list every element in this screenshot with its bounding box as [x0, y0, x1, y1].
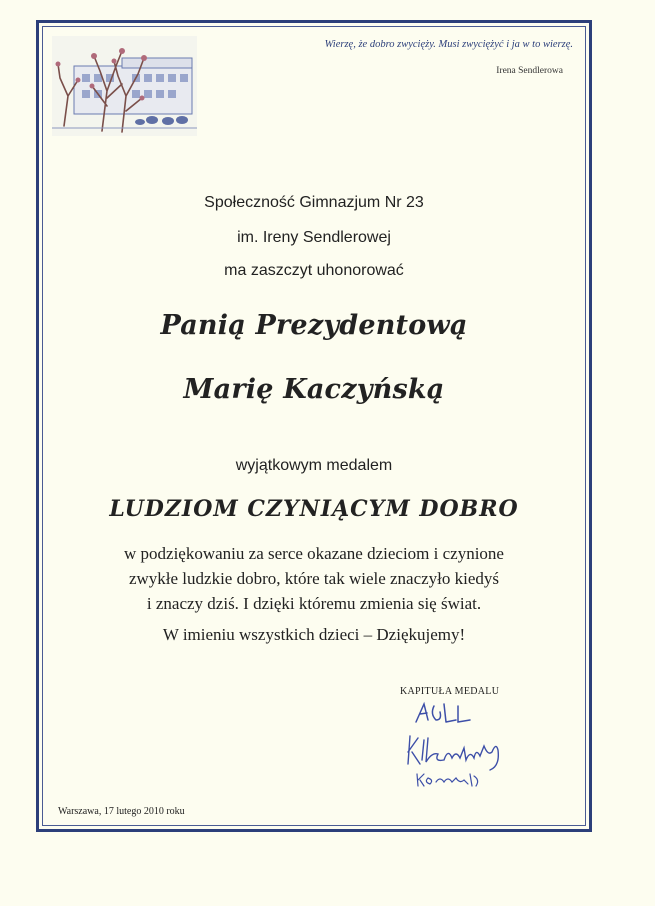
medal-intro-line: wyjątkowym medalem	[235, 457, 393, 474]
issuer-line: Społeczność Gimnazjum Nr 23	[204, 194, 424, 211]
medal-name: LUDZIOM CZYNIĄCYM DOBRO	[109, 496, 519, 522]
honor-intro-line: ma zaszczyt uhonorować	[224, 262, 404, 279]
dedication-text	[60, 541, 568, 616]
inner-border	[42, 26, 586, 826]
dedication-line: w podziękowaniu za serce okazane dzieciom i czynione	[124, 544, 504, 563]
honoree-name: Marię Kaczyńską	[183, 374, 445, 405]
thanks-line: W imieniu wszystkich dzieci – Dziękujemy!	[162, 625, 466, 644]
dedication-line: i znaczy dziś. I dzięki któremu zmienia się świat.	[146, 594, 482, 613]
motto-author: Irena Sendlerowa	[496, 66, 563, 76]
school-building-logo	[52, 36, 197, 136]
honoree-title: Panią Prezydentową	[160, 310, 468, 341]
signature-1	[412, 700, 482, 726]
dedication-line: zwykłe ludzkie dobro, które tak wiele znaczyło kiedyś	[128, 569, 500, 588]
school-patron-line: im. Ireny Sendlerowej	[237, 229, 391, 246]
signature-3	[414, 770, 484, 790]
place-and-date: Warszawa, 17 lutego 2010 roku	[58, 806, 185, 817]
motto-quote: Wierzę, że dobro zwycięży. Musi zwyciężyć i ja w to wierzę.	[324, 39, 573, 50]
medal-chapter-label: KAPITUŁA MEDALU	[400, 686, 500, 697]
signature-2	[404, 730, 504, 772]
